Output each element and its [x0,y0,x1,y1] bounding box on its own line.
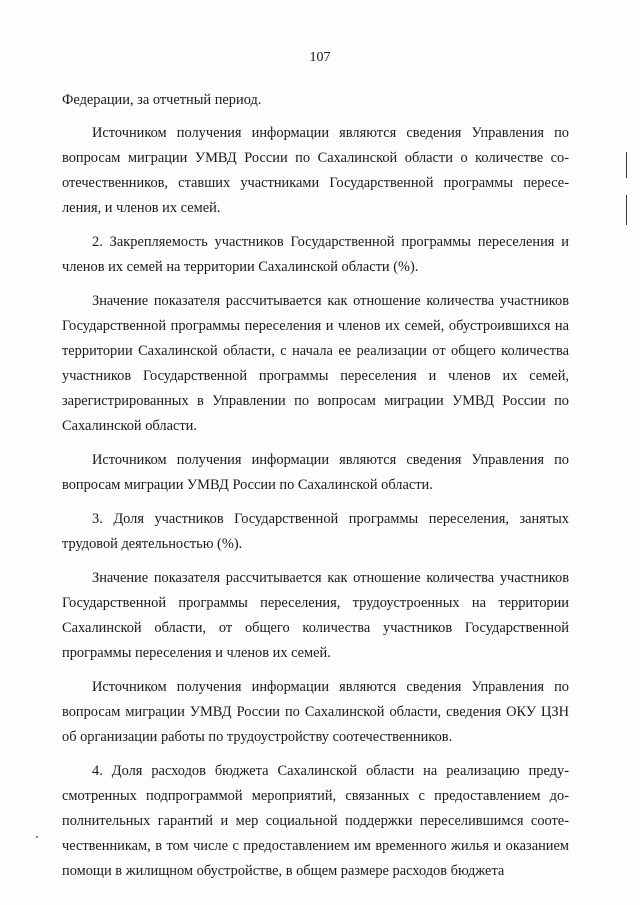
paragraph-source-1: Источником получения информации являются сведения Управления по вопросам миграции УМВД России по Сахалинской области о количестве соотечественников, ставших участниками Государственной программы переселения, и членов их семей. [62,125,569,216]
paragraph-indicator-2: 2. Закрепляемость участников Государственной программы переселения и членов их семей на территории Сахалинской области (%). [62,234,569,275]
paragraph-source-3: Источником получения информации являются сведения Управления по вопросам миграции УМВД России по Сахалинской области, сведения ОКУ ЦЗН об организации работы по трудоустройству соотечественников. [62,679,569,745]
paragraph-calculation-2: Значение показателя рассчитывается как отношение количества участников Государственной программы переселения и членов их семей, обустроившихся на территории Сахалинской области, с начала ее реализации от общего количества участников Государственной программы переселения и членов их семей, зарегистрированных в Управлении по вопросам миграции УМВД России по Сахалинской области. [62,293,569,434]
paragraph-indicator-4: 4. Доля расходов бюджета Сахалинской области на реализацию предусмотренных подпрограммой мероприятий, связанных с предоставлением дополнительных гарантий и мер социальной поддержки переселившимся соотeчественникам, в том числе с предоставлением им временного жилья и оказанием помощи в жилищном обустройстве, в общем размере расходов бюджета [62,763,569,879]
margin-line-mark [626,195,627,225]
page-number: 107 [309,50,331,65]
margin-line-mark [626,152,627,178]
paragraph-indicator-3: 3. Доля участников Государственной программы переселения, занятых трудовой деятельностью (%). [62,511,569,552]
paragraph-source-2: Источником получения информации являются сведения Управления по вопросам миграции УМВД России по Сахалинской области. [62,452,569,493]
body-text [62,88,569,893]
paragraph-continuation: Федерации, за отчетный период. [62,92,262,108]
paragraph-calculation-3: Значение показателя рассчитывается как отношение количества участников Государственной программы переселения, трудоустроенных на территории Сахалинской области, от общего количества участников Государственной программы переселения и членов их семей. [62,570,569,661]
scan-speck [36,836,38,838]
